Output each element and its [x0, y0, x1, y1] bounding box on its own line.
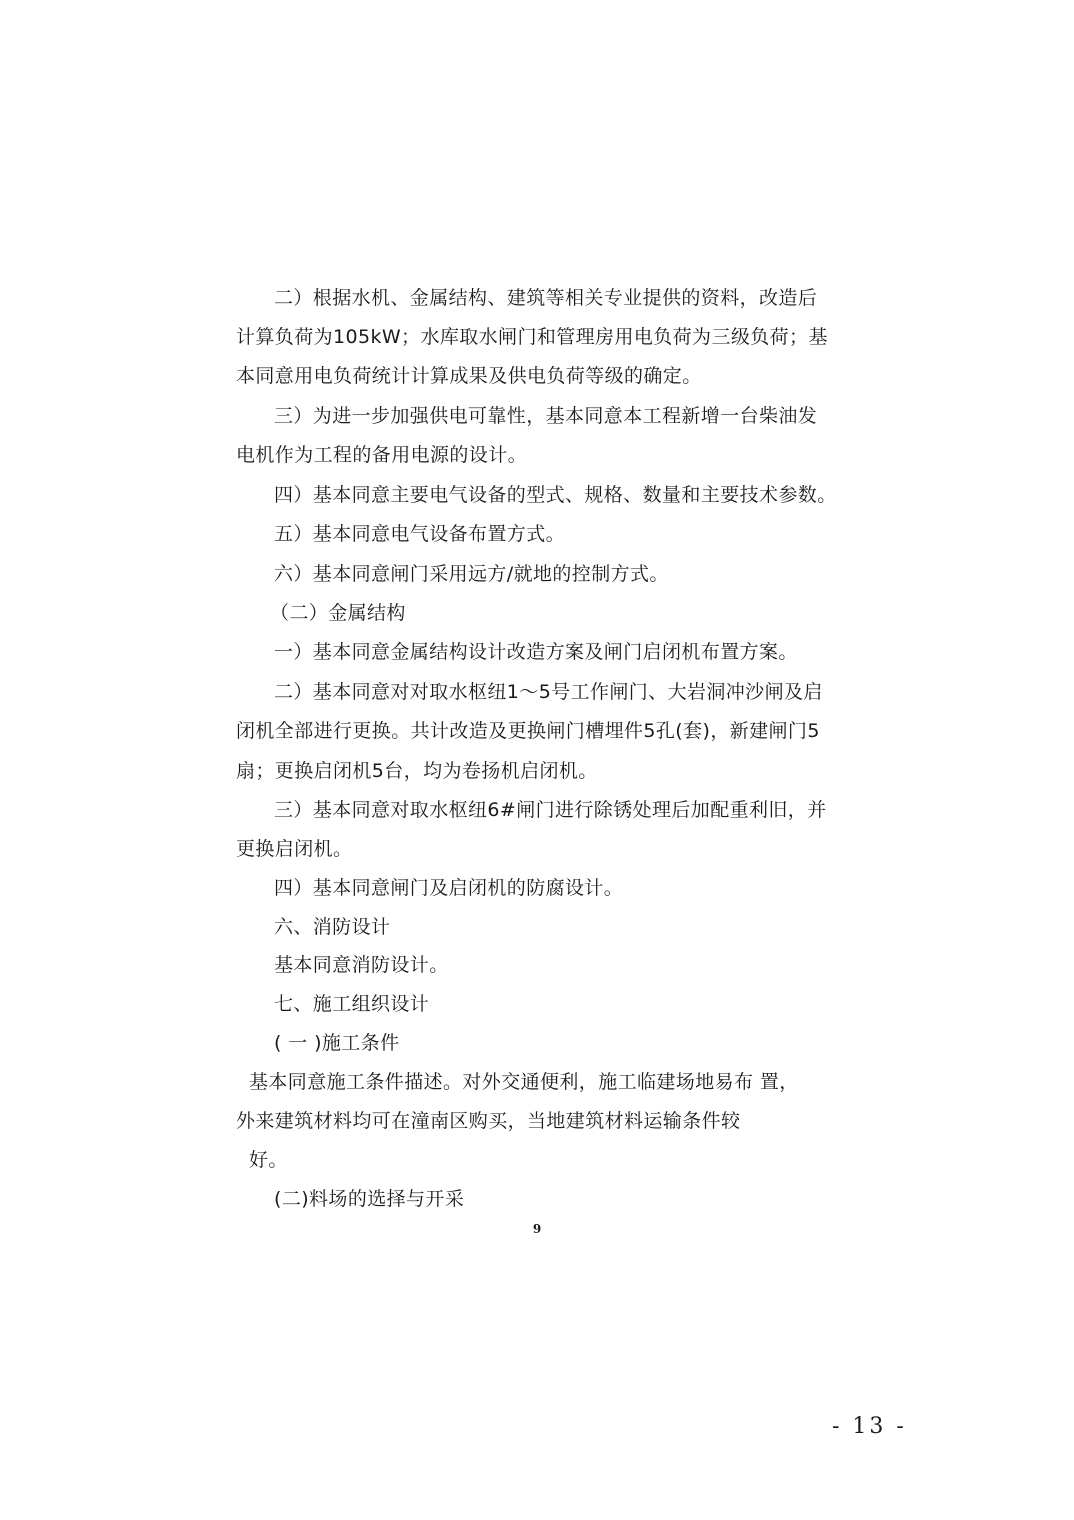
- text-line: 六）基本同意闸门采用远方/就地的控制方式。: [274, 563, 669, 585]
- text-line: 更换启闭机。: [236, 838, 353, 860]
- text-line: 基本同意消防设计。: [274, 954, 449, 976]
- text-line: 电机作为工程的备用电源的设计。: [236, 444, 528, 466]
- text-line: 本同意用电负荷统计计算成果及供电负荷等级的确定。: [236, 365, 702, 387]
- section-heading: 七、施工组织设计: [274, 993, 430, 1015]
- text-line: 好。: [249, 1149, 288, 1171]
- text-line: 五）基本同意电气设备布置方式。: [274, 523, 566, 545]
- text-line: 二）基本同意对对取水枢纽1～5号工作闸门、大岩洞冲沙闸及启: [274, 681, 823, 703]
- section-heading: (二)料场的选择与开采: [274, 1188, 465, 1210]
- text-line: 计算负荷为105kW；水库取水闸门和管理房用电负荷为三级负荷；基: [236, 326, 828, 348]
- text-line: 四）基本同意主要电气设备的型式、规格、数量和主要技术参数。: [274, 484, 837, 506]
- text-line: 四）基本同意闸门及启闭机的防腐设计。: [274, 877, 624, 899]
- section-heading: 六、消防设计: [274, 916, 391, 938]
- text-line: 外来建筑材料均可在潼南区购买，当地建筑材料运输条件较: [236, 1110, 741, 1132]
- outer-page-number: - 13 -: [832, 1414, 907, 1439]
- text-line: 三）基本同意对取水枢纽6#闸门进行除锈处理后加配重利旧，并: [274, 799, 827, 821]
- text-line: 一）基本同意金属结构设计改造方案及闸门启闭机布置方案。: [274, 641, 798, 663]
- text-line: 扇；更换启闭机5台，均为卷扬机启闭机。: [236, 760, 598, 782]
- text-line: 闭机全部进行更换。共计改造及更换闸门槽埋件5孔(套)，新建闸门5: [236, 720, 820, 742]
- text-line: 二）根据水机、金属结构、建筑等相关专业提供的资料，改造后: [274, 287, 818, 309]
- text-line: 基本同意施工条件描述。对外交通便利，施工临建场地易布 置，: [249, 1071, 799, 1093]
- section-heading: （二）金属结构: [270, 602, 406, 624]
- inner-page-number: 9: [532, 1222, 542, 1236]
- section-heading: ( 一 )施工条件: [274, 1032, 400, 1054]
- text-line: 三）为进一步加强供电可靠性，基本同意本工程新增一台柴油发: [274, 405, 818, 427]
